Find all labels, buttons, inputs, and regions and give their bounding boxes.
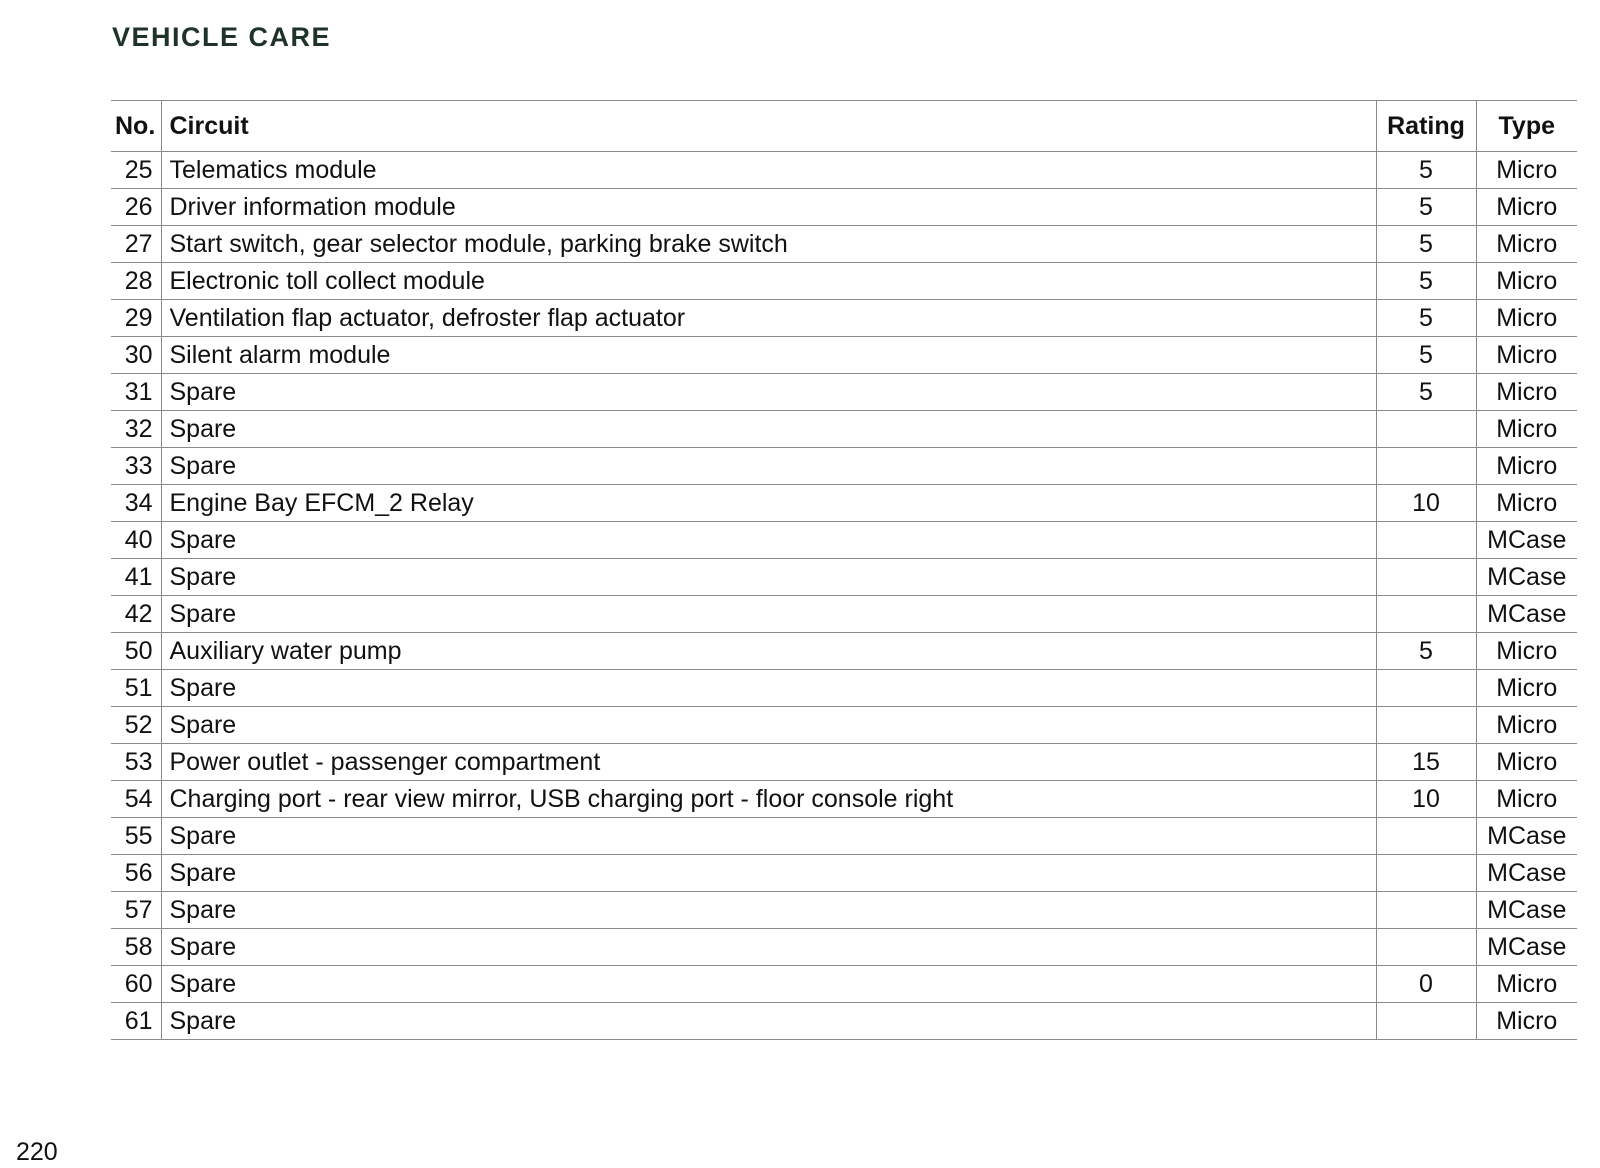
column-header-circuit: Circuit: [161, 101, 1376, 152]
table-row: [111, 929, 1577, 966]
table-row: [111, 300, 1577, 337]
cell-rating: [1376, 892, 1476, 929]
table-body: [111, 152, 1577, 1040]
cell-type: MCase: [1476, 559, 1577, 596]
cell-no: 57: [111, 892, 161, 929]
cell-no: 61: [111, 1003, 161, 1040]
table-row: [111, 263, 1577, 300]
cell-rating: 5: [1376, 337, 1476, 374]
table-row: [111, 781, 1577, 818]
cell-circuit: Spare: [161, 1003, 1376, 1040]
column-header-no: No.: [111, 101, 161, 152]
cell-type: Micro: [1476, 744, 1577, 781]
cell-type: MCase: [1476, 596, 1577, 633]
cell-circuit: Spare: [161, 596, 1376, 633]
cell-rating: [1376, 1003, 1476, 1040]
cell-type: MCase: [1476, 818, 1577, 855]
cell-type: Micro: [1476, 411, 1577, 448]
table-row: [111, 818, 1577, 855]
cell-circuit: Engine Bay EFCM_2 Relay: [161, 485, 1376, 522]
cell-type: MCase: [1476, 522, 1577, 559]
cell-type: Micro: [1476, 707, 1577, 744]
cell-circuit: Auxiliary water pump: [161, 633, 1376, 670]
cell-type: Micro: [1476, 226, 1577, 263]
cell-rating: [1376, 707, 1476, 744]
cell-type: Micro: [1476, 189, 1577, 226]
cell-circuit: Spare: [161, 559, 1376, 596]
cell-rating: 10: [1376, 781, 1476, 818]
table-row: [111, 522, 1577, 559]
cell-rating: [1376, 818, 1476, 855]
cell-rating: 5: [1376, 152, 1476, 189]
cell-rating: [1376, 559, 1476, 596]
table-row: [111, 596, 1577, 633]
cell-no: 27: [111, 226, 161, 263]
cell-type: MCase: [1476, 929, 1577, 966]
cell-no: 40: [111, 522, 161, 559]
table-row: [111, 559, 1577, 596]
cell-rating: 0: [1376, 966, 1476, 1003]
cell-circuit: Spare: [161, 670, 1376, 707]
table-row: [111, 152, 1577, 189]
cell-no: 28: [111, 263, 161, 300]
cell-no: 56: [111, 855, 161, 892]
table-row: [111, 966, 1577, 1003]
table-row: [111, 485, 1577, 522]
table-row: [111, 892, 1577, 929]
cell-rating: [1376, 411, 1476, 448]
table-row: [111, 374, 1577, 411]
cell-circuit: Telematics module: [161, 152, 1376, 189]
cell-type: Micro: [1476, 781, 1577, 818]
cell-rating: 5: [1376, 300, 1476, 337]
cell-type: Micro: [1476, 337, 1577, 374]
cell-circuit: Spare: [161, 855, 1376, 892]
cell-no: 25: [111, 152, 161, 189]
cell-no: 51: [111, 670, 161, 707]
table-row: [111, 226, 1577, 263]
cell-no: 52: [111, 707, 161, 744]
cell-no: 53: [111, 744, 161, 781]
fuse-table: [111, 100, 1577, 1040]
cell-circuit: Charging port - rear view mirror, USB charging port - floor console right: [161, 781, 1376, 818]
table-row: [111, 744, 1577, 781]
cell-circuit: Spare: [161, 929, 1376, 966]
cell-circuit: Spare: [161, 892, 1376, 929]
cell-type: MCase: [1476, 892, 1577, 929]
cell-rating: 5: [1376, 189, 1476, 226]
cell-circuit: Spare: [161, 707, 1376, 744]
cell-rating: 10: [1376, 485, 1476, 522]
cell-rating: [1376, 670, 1476, 707]
table-row: [111, 707, 1577, 744]
table-row: [111, 670, 1577, 707]
cell-type: Micro: [1476, 485, 1577, 522]
table-row: [111, 411, 1577, 448]
cell-rating: [1376, 522, 1476, 559]
cell-no: 50: [111, 633, 161, 670]
cell-no: 26: [111, 189, 161, 226]
cell-type: Micro: [1476, 152, 1577, 189]
cell-rating: 5: [1376, 374, 1476, 411]
cell-type: Micro: [1476, 1003, 1577, 1040]
table-row: [111, 337, 1577, 374]
cell-no: 33: [111, 448, 161, 485]
table-row: [111, 855, 1577, 892]
cell-type: Micro: [1476, 966, 1577, 1003]
cell-no: 55: [111, 818, 161, 855]
cell-circuit: Spare: [161, 411, 1376, 448]
cell-circuit: Start switch, gear selector module, parking brake switch: [161, 226, 1376, 263]
table-row: [111, 189, 1577, 226]
column-header-rating: Rating: [1376, 101, 1476, 152]
cell-circuit: Ventilation flap actuator, defroster flap actuator: [161, 300, 1376, 337]
cell-rating: 15: [1376, 744, 1476, 781]
cell-rating: 5: [1376, 263, 1476, 300]
cell-circuit: Spare: [161, 966, 1376, 1003]
cell-no: 32: [111, 411, 161, 448]
cell-type: Micro: [1476, 448, 1577, 485]
cell-no: 29: [111, 300, 161, 337]
table-row: [111, 1003, 1577, 1040]
column-header-type: Type: [1476, 101, 1577, 152]
cell-type: Micro: [1476, 300, 1577, 337]
cell-rating: 5: [1376, 633, 1476, 670]
cell-circuit: Spare: [161, 374, 1376, 411]
cell-no: 31: [111, 374, 161, 411]
cell-type: Micro: [1476, 670, 1577, 707]
cell-rating: [1376, 929, 1476, 966]
cell-rating: 5: [1376, 226, 1476, 263]
cell-circuit: Spare: [161, 818, 1376, 855]
cell-rating: [1376, 448, 1476, 485]
cell-circuit: Power outlet - passenger compartment: [161, 744, 1376, 781]
cell-no: 42: [111, 596, 161, 633]
cell-no: 54: [111, 781, 161, 818]
cell-type: MCase: [1476, 855, 1577, 892]
cell-circuit: Electronic toll collect module: [161, 263, 1376, 300]
cell-no: 30: [111, 337, 161, 374]
cell-type: Micro: [1476, 263, 1577, 300]
header-row: [111, 101, 1577, 152]
cell-rating: [1376, 855, 1476, 892]
cell-type: Micro: [1476, 374, 1577, 411]
cell-circuit: Spare: [161, 522, 1376, 559]
table-header: [111, 101, 1577, 152]
cell-no: 60: [111, 966, 161, 1003]
cell-circuit: Silent alarm module: [161, 337, 1376, 374]
page-number: 220: [16, 1138, 58, 1166]
cell-circuit: Driver information module: [161, 189, 1376, 226]
table-row: [111, 448, 1577, 485]
cell-no: 34: [111, 485, 161, 522]
cell-circuit: Spare: [161, 448, 1376, 485]
section-title: VEHICLE CARE: [112, 22, 332, 52]
cell-type: Micro: [1476, 633, 1577, 670]
cell-no: 41: [111, 559, 161, 596]
table-row: [111, 633, 1577, 670]
cell-no: 58: [111, 929, 161, 966]
cell-rating: [1376, 596, 1476, 633]
